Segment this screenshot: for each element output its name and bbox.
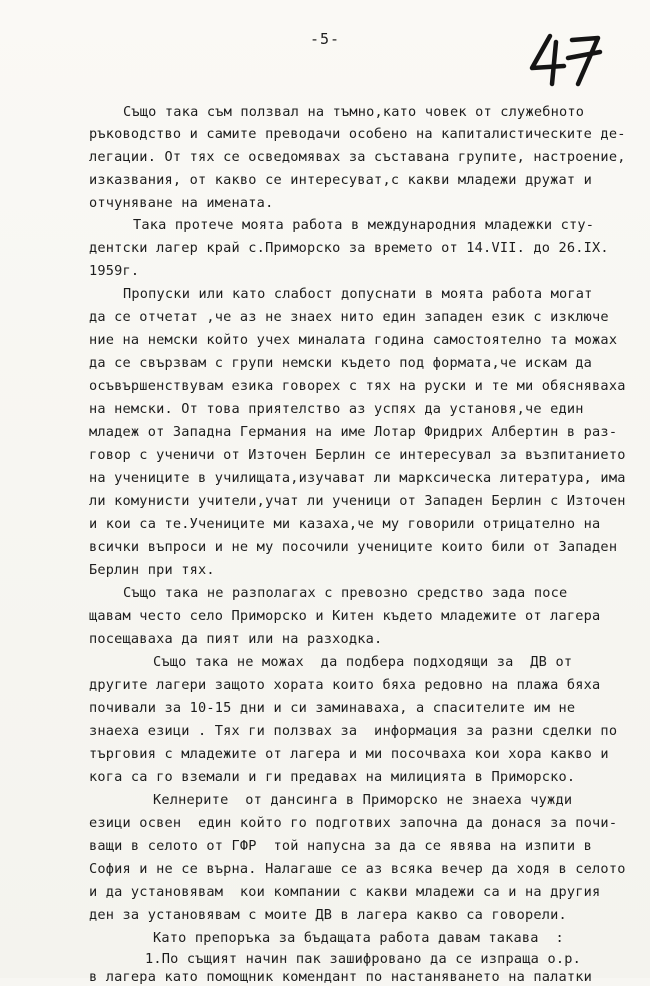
page-number: -5- [309, 30, 341, 48]
text-line: Също така не разполагах с превозно средство зада посе [123, 585, 568, 601]
text-line: ли комунисти учители,учат ли ученици от Западен Берлин с Източен [89, 493, 626, 509]
handwritten-page-mark [520, 28, 620, 88]
text-line: 1959г. [89, 263, 140, 279]
text-line: ващи в селото от ГФР той напусна за да се явява на изпити в [89, 838, 593, 854]
text-line: и кои са те.Учениците ми казаха,че му говорили отрицателно на [89, 516, 601, 532]
text-line: на немски. От това приятелство аз успях да установя,че един [89, 401, 584, 417]
text-line: осъвършенствувам езика говорех с тях на руски и те ми обясняваха [89, 378, 626, 394]
text-line: да се отчетат ,че аз не знаех нито един западен език с изключе [89, 309, 609, 325]
text-line: Като препоръка за бъдащата работа давам такава : [153, 930, 564, 946]
text-line: София и не се върна. Налагаше се аз всяка вечер да ходя в селото [89, 861, 626, 877]
text-line: Берлин при тях. [89, 562, 215, 578]
text-line: ден за установявам с моите ДВ в лагера какво са говорели. [89, 907, 567, 923]
text-line: знаеха езици . Тях ги ползвах за информация за разни сделки по [89, 723, 618, 739]
text-line: посещаваха да пият или на разходка. [89, 631, 383, 647]
text-line: изказвания, от какво се интересуват,с какви младежи дружат и [89, 172, 593, 188]
text-line: в лагера като помощник комендант по настаняването на палатки [89, 969, 593, 985]
text-line: езици освен един който го подготвих започна да донася за почи- [89, 815, 618, 831]
text-line: да се свързвам с групи немски където под формата,че искам да [89, 355, 593, 371]
text-line: кога са го вземали и ги предавах на милицията в Приморско. [89, 769, 576, 785]
text-line: 1.По същият начин пак зашифровано да се изпраща о.р. [145, 951, 581, 967]
text-line: Така протече моята работа в международния младежки сту- [133, 217, 595, 233]
text-line: дентски лагер край с.Приморско за времето от 14.VII. до 26.IX. [89, 240, 609, 256]
text-line: отчуняване на имената. [89, 195, 274, 211]
text-line: търговия с младежите от лагера и ми посочваха кои хора какво и [89, 746, 609, 762]
text-line: и да установявам кои компании с какви младежи са и на другия [89, 884, 601, 900]
text-line: почивали за 10-15 дни и си заминаваха, а спасителите им не [89, 700, 576, 716]
text-line: говор с ученичи от Източен Берлин се интересувал за възпитанието [89, 447, 626, 463]
text-line: всички въпроси и не му посочили учениците които били от Западен [89, 539, 618, 555]
text-line: Пропуски или като слабост допуснати в моята работа могат [123, 286, 593, 302]
text-line: младеж от Западна Германия на име Лотар Фридрих Албертин в раз- [89, 424, 618, 440]
text-line: на учениците в училищата,изучават ли марксическа литература, има [89, 470, 626, 486]
text-line: Келнерите от дансинга в Приморско не знаеха чужди [153, 792, 573, 808]
text-line: Също така съм ползвал на тъмно,като човек от служебното [123, 104, 585, 120]
text-line: Също така не можах да подбера подходящи за ДВ от [153, 654, 573, 670]
text-line: щавам често село Приморско и Китен където младежите от лагера [89, 608, 601, 624]
text-line: ръководство и самите преводачи особено на капиталистическите де- [89, 126, 626, 142]
text-line: ние на немски който учех миналата година самостоятелно та можах [89, 332, 618, 348]
text-line: другите лагери защото хората които бяха редовно на плажа бяха [89, 677, 601, 693]
text-line: легации. От тях се осведомявах за съставана групите, настроение, [89, 149, 626, 165]
